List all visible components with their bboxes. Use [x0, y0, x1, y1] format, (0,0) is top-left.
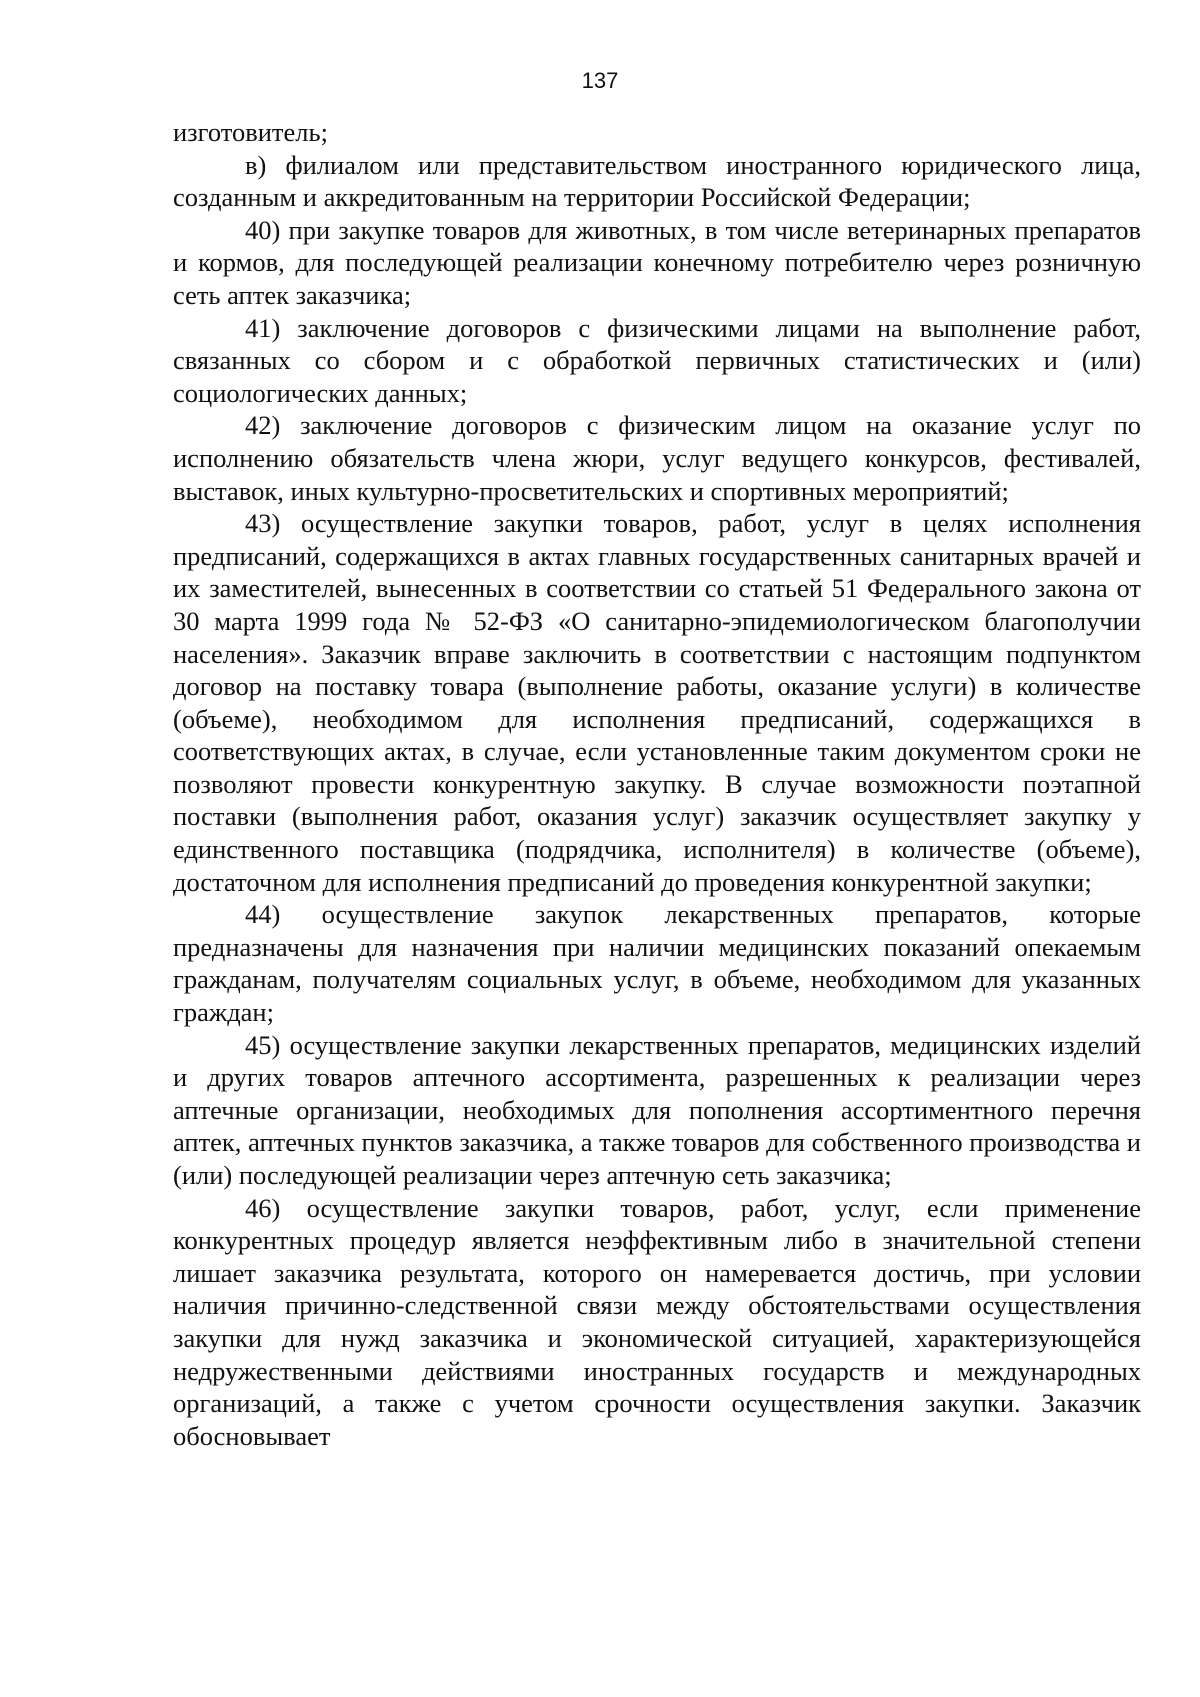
page-number: 137	[581, 68, 619, 93]
paragraph-item-46: 46) осуществление закупки товаров, работ, услуг, если применение конкурентных процедур является неэффективным либо в значительной степени лишает заказчика результата, которого он намеревается достичь, при условии наличия причинно-следственной связи между обстоятельствами осуществления закупки для нужд заказчика и экономической ситуацией, характеризующейся недружественными действиями иностранных государств и международных организаций, а также с учетом срочности осуществления закупки. Заказчик обосновывает	[173, 1192, 1141, 1451]
paragraph-item-42: 42) заключение договоров с физическим лицом на оказание услуг по исполнению обязательств члена жюри, услуг ведущего конкурсов, фестивалей, выставок, иных культурно-просветительских и спортивных мероприятий;	[173, 410, 1141, 506]
paragraph-continuation: изготовитель;	[173, 117, 328, 147]
paragraph-item-45: 45) осуществление закупки лекарственных препаратов, медицинских изделий и других товаров аптечного ассортимента, разрешенных к реализации через аптечные организации, необходимых для пополнения ассортиментного перечня аптек, аптечных пунктов заказчика, а также товаров для собственного производства и (или) последующей реализации через аптечную сеть заказчика;	[173, 1029, 1141, 1190]
paragraph-item-40: 40) при закупке товаров для животных, в том числе ветеринарных препаратов и кормов, для последующей реализации конечному потребителю через розничную сеть аптек заказчика;	[173, 214, 1141, 310]
paragraph-item-v: в) филиалом или представительством иностранного юридического лица, созданным и аккредитованным на территории Российской Федерации;	[173, 149, 1141, 213]
paragraph-item-41: 41) заключение договоров с физическими лицами на выполнение работ, связанных со сбором и с обработкой первичных статистических и (или) социологических данных;	[173, 312, 1141, 408]
paragraph-item-43: 43) осуществление закупки товаров, работ, услуг в целях исполнения предписаний, содержащихся в актах главных государственных санитарных врачей и их заместителей, вынесенных в соответствии со статьей 51 Федерального закона от 30 марта 1999 года № 52-ФЗ «О санитарно-эпидемиологическом благополучии населения». Заказчик вправе заключить в соответствии с настоящим подпунктом договор на поставку товара (выполнение работы, оказание услуги) в количестве (объеме), необходимом для исполнения предписаний, содержащихся в соответствующих актах, в случае, если установленные таким документом сроки не позволяют провести конкурентную закупку. В случае возможности поэтапной поставки (выполнения работ, оказания услуг) заказчик осуществляет закупку у единственного поставщика (подрядчика, исполнителя) в количестве (объеме), достаточном для исполнения предписаний до проведения конкурентной закупки;	[173, 508, 1141, 897]
document-body	[173, 116, 1141, 1452]
paragraph-item-44: 44) осуществление закупок лекарственных препаратов, которые предназначены для назначения при наличии медицинских показаний опекаемым гражданам, получателям социальных услуг, в объеме, необходимом для указанных граждан;	[173, 899, 1141, 1028]
